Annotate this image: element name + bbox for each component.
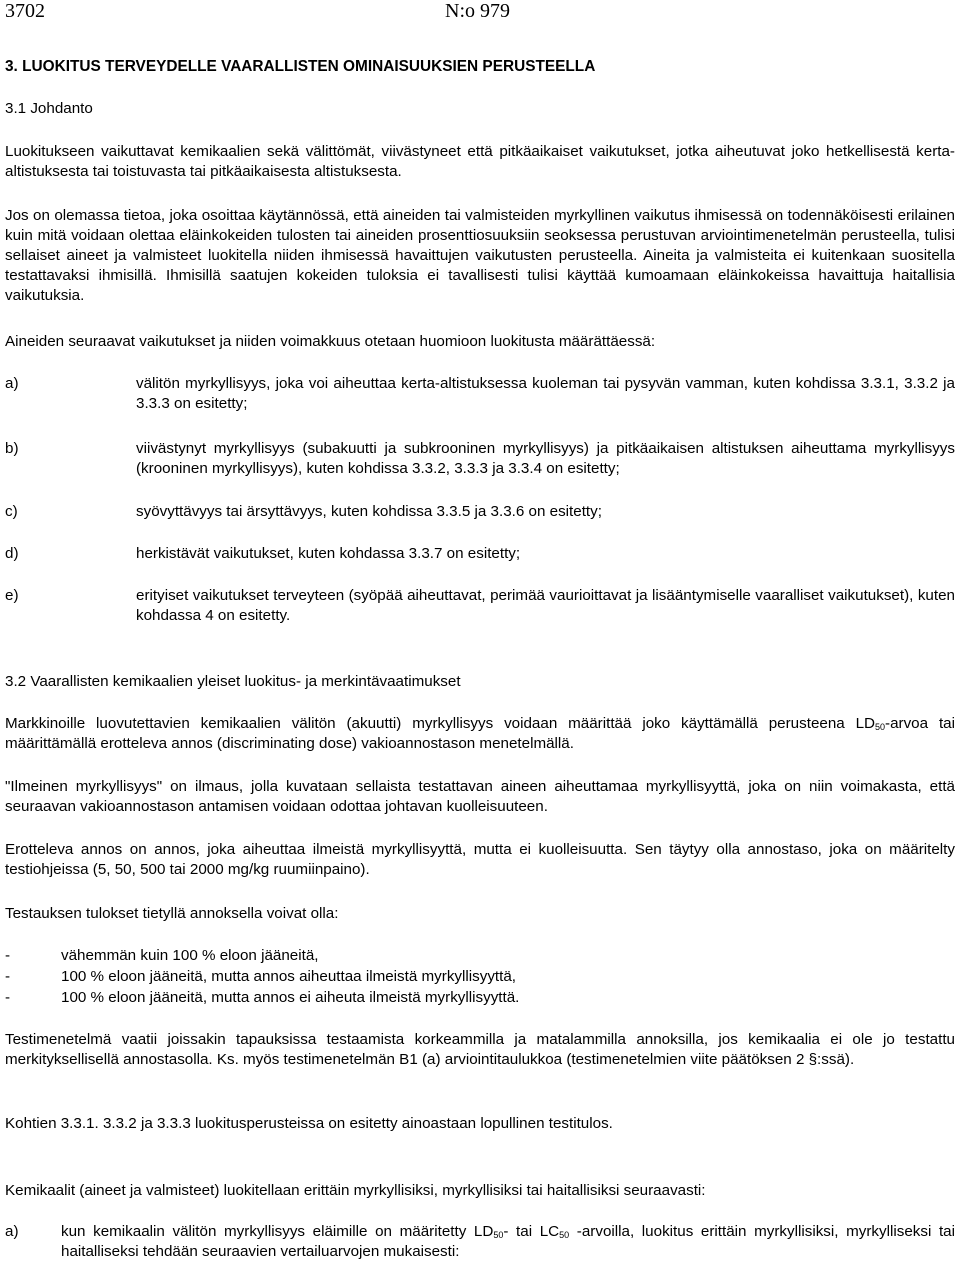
issue-number: N:o 979 [445, 0, 510, 22]
list-item-text: välitön myrkyllisyys, joka voi aiheuttaa kerta-altistuksessa kuoleman tai pysyvän vamman, kuten kohdissa 3.3.1, 3.3.2 ja 3.3.3 on esitetty; [136, 375, 955, 412]
ld50-text-before: Markkinoille luovutettavien kemikaalien välitön (akuutti) myrkyllisyys voidaan määrittää joko käyttämällä perusteena LD [5, 715, 876, 732]
item-a-text-1: kun kemikaalin välitön myrkyllisyys eläimille on määritetty LD [61, 1223, 494, 1240]
list-marker: a) [5, 1223, 19, 1240]
list-item-text [61, 1222, 955, 1262]
lc50-subscript: 50 [559, 1230, 570, 1240]
intro-paragraph: Luokitukseen vaikuttavat kemikaalien sekä välittömät, viivästyneet että pitkäaikaiset vaikutukset, jotka aiheutuvat joko hetkellisestä kerta-altistuksesta tai toistuvasta tai pitkäaikaisesta altistuksesta. [5, 143, 955, 180]
classification-intro-paragraph: Kemikaalit (aineet ja valmisteet) luokitellaan erittäin myrkyllisiksi, myrkyllisiksi tai haitallisiksi seuraavasti: [5, 1182, 706, 1199]
list-marker: b) [5, 440, 19, 457]
ld50-subscript: 50 [875, 722, 886, 732]
list-item-text: viivästynyt myrkyllisyys (subakuutti ja subkrooninen myrkyllisyys) ja pitkäaikaisen altistuksen aiheuttama myrkyllisyys (krooninen myrkyllisyys), kuten kohdissa 3.3.2, 3.3.3 ja 3.3.4 on esitetty; [136, 440, 955, 477]
list-marker: c) [5, 503, 18, 520]
list-marker: a) [5, 375, 19, 392]
discriminating-dose-paragraph: Erotteleva annos on annos, joka aiheuttaa ilmeistä myrkyllisyyttä, mutta ei kuolleisuutta. Sen täytyy olla annostaso, joka on määritelty testiohjeissa (5, 50, 500 tai 2000 mg/kg ruumiinpaino). [5, 841, 955, 878]
final-result-paragraph: Kohtien 3.3.1. 3.3.2 ja 3.3.3 luokitusperusteissa on esitetty ainoastaan lopullinen testitulos. [5, 1115, 613, 1132]
human-data-paragraph: Jos on olemassa tietoa, joka osoittaa käytännössä, että aineiden tai valmisteiden myrkyllinen vaikutus ihmisessä on todennäköisesti erilainen kuin mitä voidaan olettaa eläinkokeiden tulosten tai aineiden prosenttiosuuksiin seoksessa perustuvan arviointimenetelmän perusteella, tulisi sellaiset aineet ja valmisteet luokitella niiden ihmisessä havaittujen vaikutusten perusteella. Aineita ja valmisteita ei kuitenkaan suositella testattavaksi ihmisillä. Ihmisillä saatujen kokeiden tuloksia ei tavallisesti tulisi käyttää kumoamaan eläinkokeissa havaittuja haitallisia vaikutuksia. [5, 207, 955, 304]
list-marker: e) [5, 587, 19, 604]
effect-list-item-b [5, 439, 955, 479]
evident-toxicity-paragraph: "Ilmeinen myrkyllisyys" on ilmaus, jolla kuvataan sellaista testattavan aineen aiheuttamaa myrkyllisyyttä, joka on niin voimakasta, että seuraavan vakioannostason antamisen voidaan odottaa johtavan kuolleisuuteen. [5, 778, 955, 815]
list-marker: d) [5, 545, 19, 562]
effect-list-item-e [5, 586, 955, 626]
ld50-paragraph [5, 714, 955, 754]
list-item-text: syövyttävyys tai ärsyttävyys, kuten kohdissa 3.3.5 ja 3.3.6 on esitetty; [136, 503, 602, 520]
effect-list-item-c [5, 502, 955, 522]
item-a-text-2: - tai LC [503, 1223, 560, 1240]
dash-marker: - [5, 989, 11, 1006]
page-header [5, 0, 955, 26]
page-number: 3702 [5, 0, 45, 22]
result-text: 100 % eloon jääneitä, mutta annos aiheuttaa ilmeistä myrkyllisyyttä, [61, 968, 517, 985]
section-3-2-title: 3.2 Vaarallisten kemikaalien yleiset luokitus- ja merkintävaatimukset [5, 673, 461, 690]
section-3-1-title: 3.1 Johdanto [5, 100, 93, 117]
test-method-paragraph: Testimenetelmä vaatii joissakin tapauksissa testaamista korkeammilla ja matalammilla annoksilla, jos kemikaalia ei ole jo testattu merkityksellisellä annostasolla. Ks. myös testimenetelmän B1 (a) arviointitaulukkoa (testimenetelmien viite päätöksen 2 §:ssä). [5, 1031, 955, 1068]
section-3-title: 3. LUOKITUS TERVEYDELLE VAARALLISTEN OMINAISUUKSIEN PERUSTEELLA [5, 58, 596, 75]
effect-list-item-d [5, 544, 955, 564]
result-list-item [5, 988, 955, 1008]
ld50-text-after: -arvoa tai määrittämällä erotteleva annos (discriminating dose) vakioannostason menetelmällä. [5, 715, 955, 752]
classification-list-item-a [5, 1222, 955, 1262]
list-item-text: herkistävät vaikutukset, kuten kohdassa 3.3.7 on esitetty; [136, 545, 521, 562]
result-text: 100 % eloon jääneitä, mutta annos ei aiheuta ilmeistä myrkyllisyyttä. [61, 989, 520, 1006]
dash-marker: - [5, 968, 11, 985]
result-text: vähemmän kuin 100 % eloon jääneitä, [61, 947, 319, 964]
list-item-text: erityiset vaikutukset terveyteen (syöpää aiheuttavat, perimää vaurioittavat ja lisääntymiselle vaaralliset vaikutukset), kuten kohdassa 4 on esitetty. [136, 587, 955, 624]
item-a-text-3: -arvoilla, luokitus erittäin myrkyllisiksi, myrkylliseksi tai haitalliseksi tehdään seuraavien vertailuarvojen mukaisesti: [61, 1223, 955, 1260]
test-results-intro: Testauksen tulokset tietyllä annoksella voivat olla: [5, 905, 339, 922]
effects-intro-paragraph: Aineiden seuraavat vaikutukset ja niiden voimakkuus otetaan huomioon luokitusta määrättäessä: [5, 333, 656, 350]
dash-marker: - [5, 947, 11, 964]
effect-list-item-a [5, 374, 955, 414]
result-list-item [5, 946, 955, 966]
result-list-item [5, 967, 955, 987]
ld50-subscript: 50 [493, 1230, 504, 1240]
